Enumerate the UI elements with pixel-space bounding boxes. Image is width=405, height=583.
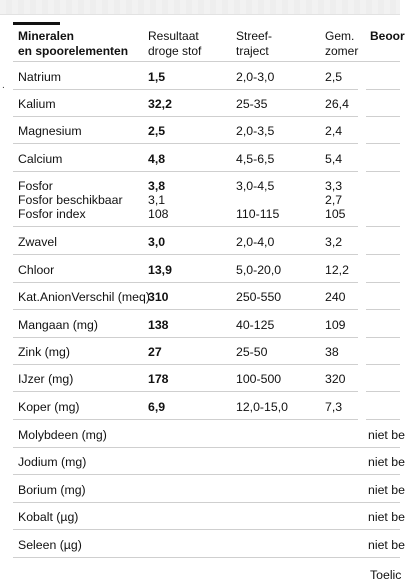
row-range: 2,0-3,0	[236, 70, 275, 84]
row-name: Chloor	[18, 263, 55, 277]
row-range: 2,0-3,5	[236, 124, 275, 138]
row-result: 4,8	[148, 152, 166, 166]
row-result: 108	[148, 207, 169, 221]
top-band	[0, 0, 400, 15]
row-name: Molybdeen (mg)	[18, 428, 107, 442]
row-result: 27	[148, 345, 162, 359]
row-divider-stub	[366, 419, 400, 420]
row-divider	[13, 171, 358, 172]
row-average: 5,4	[325, 152, 343, 166]
row-average: 7,3	[325, 400, 343, 414]
row-divider	[13, 474, 400, 475]
row-divider-stub	[366, 309, 400, 310]
row-divider-stub	[366, 364, 400, 365]
row-divider-stub	[366, 143, 400, 144]
row-result: 3,1	[148, 193, 166, 207]
row-range: 100-500	[236, 372, 282, 386]
row-name: Mangaan (mg)	[18, 318, 98, 332]
row-name: Zwavel	[18, 235, 57, 249]
header-result: Resultaat droge stof	[148, 29, 202, 58]
row-name: Koper (mg)	[18, 400, 80, 414]
row-name: Fosfor index	[18, 207, 86, 221]
row-name: Seleen (µg)	[18, 538, 82, 552]
row-average: 2,7	[325, 193, 343, 207]
row-average: 3,2	[325, 235, 343, 249]
row-name: Calcium	[18, 152, 63, 166]
row-result: 13,9	[148, 263, 172, 277]
row-divider	[13, 116, 358, 117]
row-divider	[13, 364, 358, 365]
row-range: 3,0-4,5	[236, 179, 275, 193]
row-note: niet be	[368, 538, 405, 552]
row-note: niet be	[368, 510, 405, 524]
row-name: Natrium	[18, 70, 62, 84]
row-average: 105	[325, 207, 346, 221]
row-divider	[13, 337, 358, 338]
row-divider	[13, 282, 358, 283]
row-name: Jodium (mg)	[18, 455, 87, 469]
row-divider-stub	[366, 116, 400, 117]
row-divider	[13, 254, 358, 255]
row-divider	[13, 529, 400, 530]
row-result: 6,9	[148, 400, 166, 414]
row-divider-stub	[366, 282, 400, 283]
row-average: 240	[325, 290, 346, 304]
row-divider-stub	[366, 226, 400, 227]
row-divider-stub	[366, 254, 400, 255]
row-average: 320	[325, 372, 346, 386]
row-average: 3,3	[325, 179, 343, 193]
row-average: 109	[325, 318, 346, 332]
header-assessment: Beoor	[370, 29, 405, 43]
row-name: Borium (mg)	[18, 483, 86, 497]
footer-text: Toelic	[370, 568, 402, 582]
header-divider	[13, 61, 400, 62]
row-divider	[13, 419, 358, 420]
row-divider-stub	[366, 337, 400, 338]
row-range: 25-50	[236, 345, 268, 359]
row-range: 12,0-15,0	[236, 400, 288, 414]
row-divider	[13, 226, 358, 227]
row-note: niet be	[368, 455, 405, 469]
row-name: Magnesium	[18, 124, 82, 138]
row-divider	[13, 309, 358, 310]
row-divider-stub	[366, 171, 400, 172]
row-result: 1,5	[148, 70, 166, 84]
row-divider-stub	[366, 391, 400, 392]
header-accent-bar	[13, 22, 60, 25]
row-divider	[13, 502, 400, 503]
row-name: Kalium	[18, 97, 56, 111]
row-divider	[13, 89, 358, 90]
row-result: 310	[148, 290, 169, 304]
row-name: Kobalt (µg)	[18, 510, 79, 524]
row-result: 3,0	[148, 235, 166, 249]
row-divider	[13, 557, 400, 558]
row-average: 2,5	[325, 70, 343, 84]
row-result: 32,2	[148, 97, 172, 111]
row-result: 3,8	[148, 179, 166, 193]
row-range: 5,0-20,0	[236, 263, 282, 277]
row-range: 40-125	[236, 318, 275, 332]
row-divider	[13, 391, 358, 392]
row-average: 2,4	[325, 124, 343, 138]
row-name: Fosfor beschikbaar	[18, 193, 123, 207]
row-range: 4,5-6,5	[236, 152, 275, 166]
row-divider	[13, 447, 400, 448]
row-average: 38	[325, 345, 339, 359]
row-result: 178	[148, 372, 169, 386]
row-average: 26,4	[325, 97, 349, 111]
header-target-range: Streef- traject	[236, 29, 273, 58]
row-result: 2,5	[148, 124, 166, 138]
row-note: niet be	[368, 483, 405, 497]
row-range: 25-35	[236, 97, 268, 111]
header-summer-average: Gem. zomer	[325, 29, 359, 58]
row-range: 250-550	[236, 290, 282, 304]
header-minerals: Mineralen en spoorelementen	[18, 29, 129, 58]
row-range: 110-115	[236, 207, 280, 221]
row-note: niet be	[368, 428, 405, 442]
row-divider-stub	[366, 89, 400, 90]
side-mark: .	[2, 80, 5, 91]
row-name: Fosfor	[18, 179, 53, 193]
row-name: Zink (mg)	[18, 345, 70, 359]
row-name: Kat.AnionVerschil (meq)	[18, 290, 150, 304]
row-name: IJzer (mg)	[18, 372, 74, 386]
row-divider	[13, 143, 358, 144]
row-range: 2,0-4,0	[236, 235, 275, 249]
row-result: 138	[148, 318, 169, 332]
row-average: 12,2	[325, 263, 349, 277]
